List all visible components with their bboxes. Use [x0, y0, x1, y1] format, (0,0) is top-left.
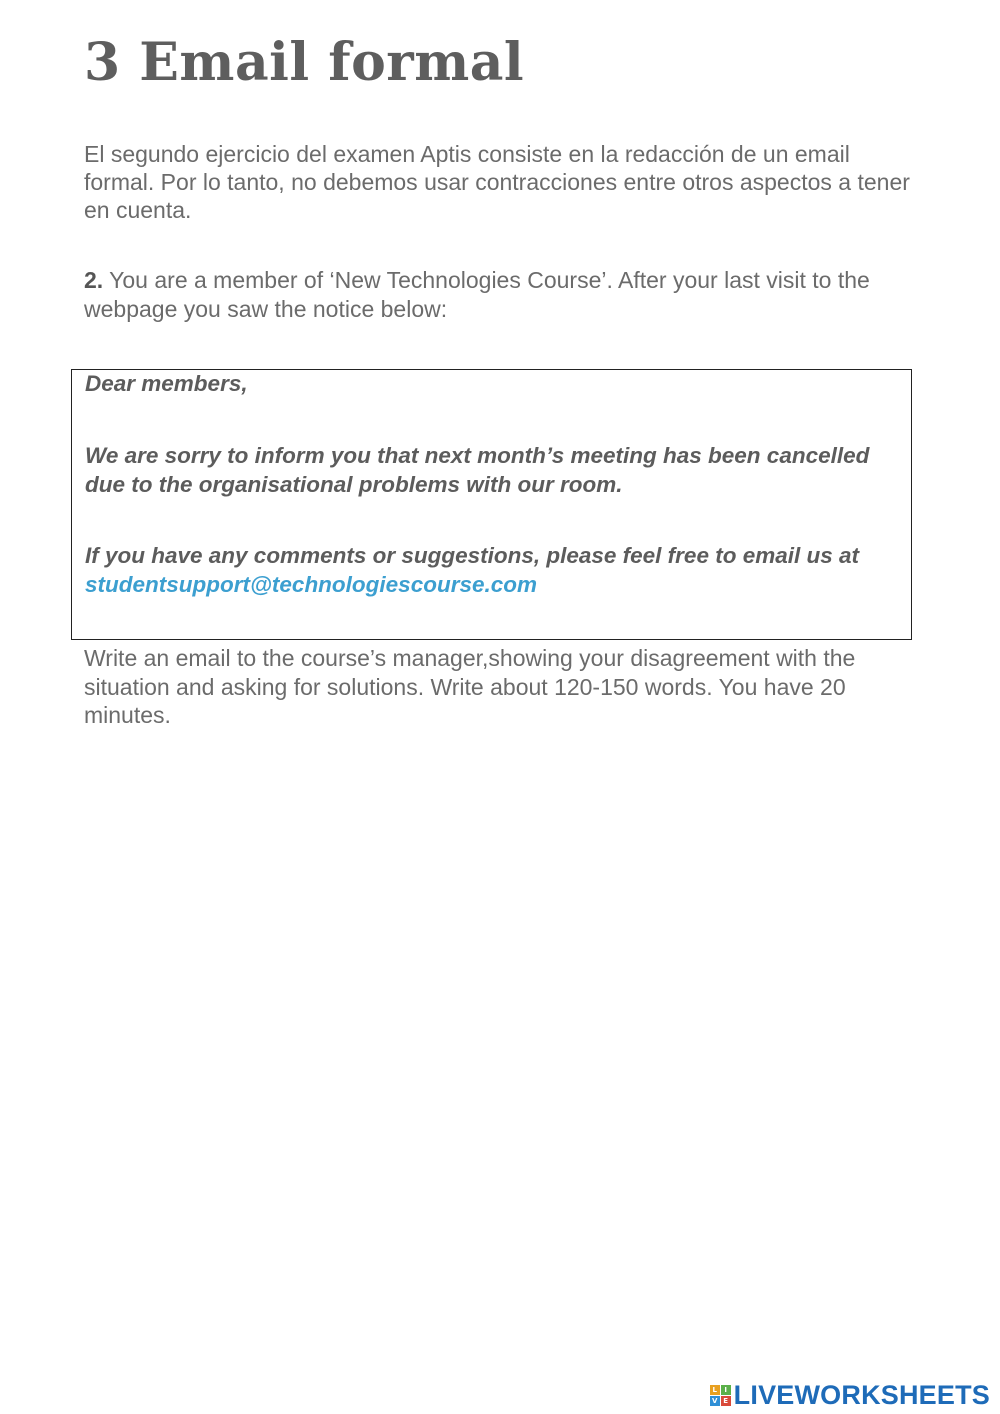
liveworksheets-brand[interactable]	[710, 1380, 990, 1410]
notice-paragraph-contact	[85, 542, 895, 599]
intro-paragraph: El segundo ejercicio del examen Aptis consiste en la redacción de un email formal. Por lo tanto, no debemos usar contracciones entre otros aspectos a tener en cuenta.	[84, 141, 910, 223]
logo-tile-e: E	[721, 1396, 731, 1406]
notice-greeting: Dear members,	[85, 371, 248, 396]
task-number: 2.	[84, 267, 104, 293]
notice-contact-text: If you have any comments or suggestions, please feel free to email us at	[85, 543, 859, 568]
logo-tile-v: V	[710, 1396, 720, 1406]
task-text: You are a member of ‘New Technologies Course’. After your last visit to the webpage you saw the notice below:	[84, 267, 870, 322]
page-title: 3 Email formal	[84, 32, 525, 93]
notice-box	[71, 369, 912, 640]
logo-tile-l: L	[710, 1385, 720, 1395]
support-email-link[interactable]: studentsupport@technologiescourse.com	[85, 571, 537, 597]
logo-tile-i: I	[721, 1385, 731, 1395]
writing-instructions: Write an email to the course’s manager,showing your disagreement with the situation and asking for solutions. Write about 120-150 words. You have 20 minutes.	[84, 645, 856, 728]
brand-wordmark: LIVEWORKSHEETS	[733, 1380, 990, 1410]
task-prompt	[84, 266, 924, 324]
notice-paragraph-cancellation: We are sorry to inform you that next month’s meeting has been cancelled due to the organisational problems with our room.	[85, 443, 870, 497]
liveworksheets-logo-icon	[710, 1385, 731, 1406]
